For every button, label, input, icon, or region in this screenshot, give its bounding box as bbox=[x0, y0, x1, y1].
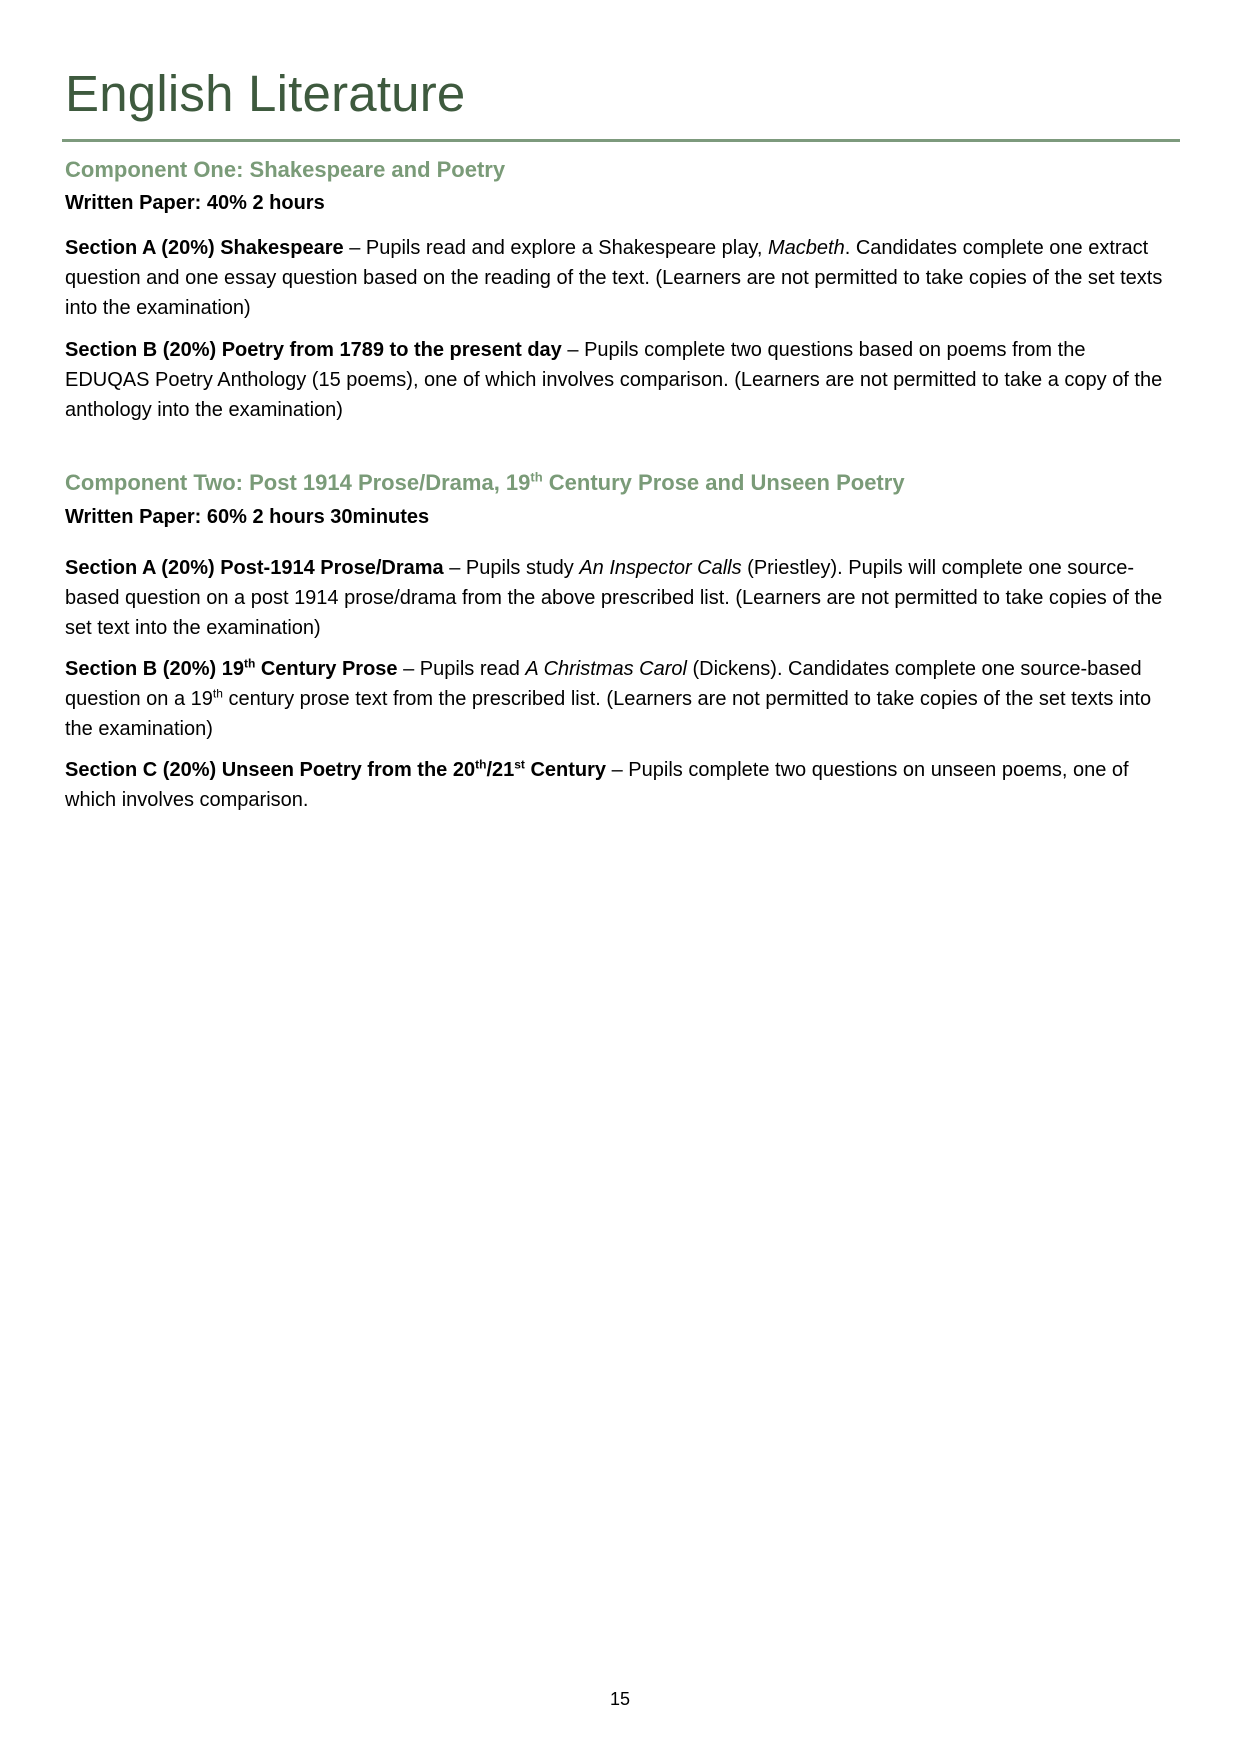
set-text-title: An Inspector Calls bbox=[579, 557, 742, 579]
set-text-title: A Christmas Carol bbox=[525, 658, 687, 680]
section-label: Section A (20%) Post-1914 Prose/Drama bbox=[65, 557, 444, 579]
section-text: Pupils read and explore a Shakespeare play, bbox=[365, 237, 768, 259]
section-text: (Priestley). Pupils will complete one source-based question on a post 1914 prose/drama from the above prescribed list. (Learners are not permitted to take copies of the set text into the examination) bbox=[65, 557, 1163, 639]
section-text: century prose text from the prescribed list. (Learners are not permitted to take copies of the set texts into the examination) bbox=[65, 688, 1152, 740]
label-text: Century Prose bbox=[255, 658, 398, 680]
page-number: 15 bbox=[609, 1689, 631, 1709]
set-text-title: Macbeth bbox=[768, 237, 845, 259]
component-two-section-c bbox=[65, 755, 1173, 815]
component-two-paper: Written Paper: 60% 2 hours 30minutes bbox=[65, 506, 430, 528]
component-two-heading bbox=[65, 470, 905, 496]
ordinal-suffix: st bbox=[514, 757, 525, 772]
dash: – bbox=[606, 759, 629, 781]
ordinal-suffix: th bbox=[475, 757, 487, 772]
label-text: Century bbox=[524, 759, 607, 781]
section-label: Section A (20%) Shakespeare bbox=[65, 237, 344, 259]
label-text: /21 bbox=[486, 759, 515, 781]
section-text: Pupils complete two questions based on poems from the EDUQAS Poetry Anthology (15 poems), one of which involves comparison. (Learners are not permitted to take a copy of the anthology into the examination) bbox=[65, 339, 1163, 421]
section-label bbox=[65, 658, 398, 680]
component-two-section-a bbox=[65, 553, 1173, 643]
dash: – bbox=[443, 557, 466, 579]
page-title: English Literature bbox=[65, 65, 466, 122]
section-text: Pupils study bbox=[465, 557, 580, 579]
heading-text: Component Two: Post 1914 Prose/Drama, 19 bbox=[65, 470, 531, 495]
section-label bbox=[65, 759, 606, 781]
ordinal-suffix: th bbox=[212, 686, 223, 701]
section-label: Section B (20%) Poetry from 1789 to the present day bbox=[65, 339, 562, 361]
document-page bbox=[65, 0, 1175, 1754]
dash: – bbox=[397, 658, 420, 680]
component-two-section-b bbox=[65, 654, 1173, 744]
component-one-paper: Written Paper: 40% 2 hours bbox=[65, 192, 325, 214]
dash: – bbox=[343, 237, 366, 259]
section-text: Pupils complete two questions on unseen poems, one of which involves comparison. bbox=[65, 759, 1129, 811]
component-one-section-b bbox=[65, 335, 1173, 425]
component-one-heading: Component One: Shakespeare and Poetry bbox=[65, 157, 506, 182]
section-text: Pupils read bbox=[419, 658, 526, 680]
section-text: . Candidates complete one extract question and one essay question based on the reading of the text. (Learners are not permitted to take copies of the set texts into the examination) bbox=[65, 237, 1163, 319]
label-text: Section C (20%) Unseen Poetry from the 20 bbox=[65, 759, 476, 781]
section-text: (Dickens). Candidates complete one source-based question on a 19 bbox=[65, 658, 1142, 710]
heading-text: Century Prose and Unseen Poetry bbox=[542, 470, 905, 495]
dash: – bbox=[561, 339, 585, 361]
ordinal-suffix: th bbox=[243, 656, 256, 671]
title-divider bbox=[62, 139, 1180, 142]
ordinal-suffix: th bbox=[530, 469, 543, 485]
component-one-section-a bbox=[65, 233, 1173, 323]
label-text: Section B (20%) 19 bbox=[65, 658, 244, 680]
